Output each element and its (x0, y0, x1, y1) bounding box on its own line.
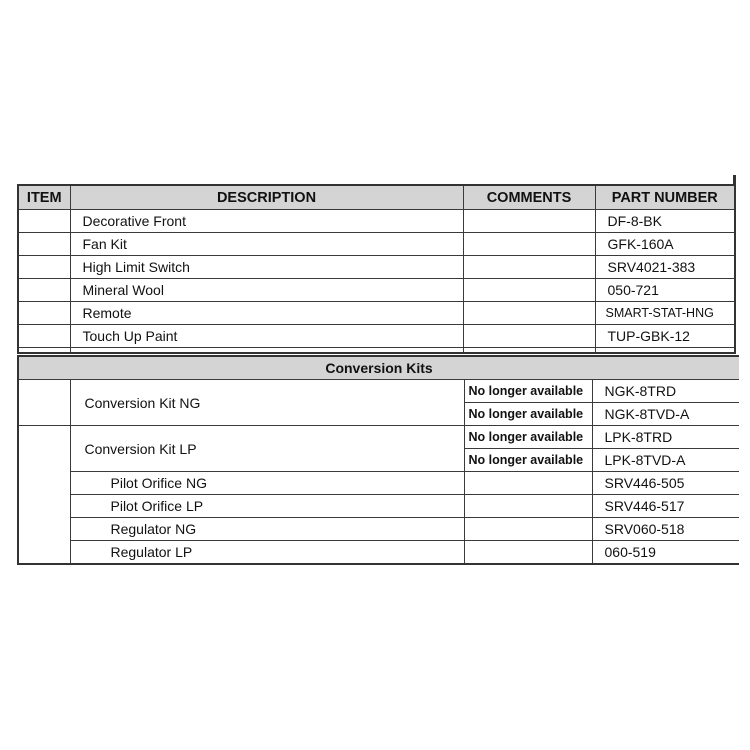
description-cell: Fan Kit (70, 233, 463, 256)
comments-cell (463, 325, 595, 348)
comments-cell (463, 348, 595, 354)
description-cell: Decorative Front (70, 210, 463, 233)
part-number-cell: DF-8-BK (595, 210, 735, 233)
comments-cell (463, 210, 595, 233)
part-number-cell: NGK-8TVD-A (592, 403, 739, 426)
table-row (18, 472, 739, 495)
table-row (18, 426, 739, 449)
comments-cell (463, 302, 595, 325)
description-cell: Touch Up Paint (70, 325, 463, 348)
parts-table (17, 184, 736, 354)
comments-cell: No longer available (464, 403, 592, 426)
item-cell (18, 256, 70, 279)
table-row (18, 495, 739, 518)
part-number-cell: 060-519 (592, 541, 739, 565)
part-number-cell: NGK-8TRD (592, 380, 739, 403)
comments-cell: No longer available (464, 449, 592, 472)
table-row (18, 279, 735, 302)
item-cell (18, 279, 70, 302)
part-number-cell: SRV060-518 (592, 518, 739, 541)
comments-cell (464, 518, 592, 541)
part-number-cell: LPK-8TVD-A (592, 449, 739, 472)
comments-cell (463, 256, 595, 279)
description-cell: Pilot Orifice LP (70, 495, 464, 518)
item-cell (18, 233, 70, 256)
part-number-cell: GFK-160A (595, 233, 735, 256)
part-number-cell: SRV446-517 (592, 495, 739, 518)
part-number-cell: TUP-GBK-12 (595, 325, 735, 348)
description-cell: Remote (70, 302, 463, 325)
spacer-row (18, 348, 735, 354)
table-row (18, 210, 735, 233)
comments-header: COMMENTS (463, 185, 595, 210)
table-row (18, 518, 739, 541)
part-number-cell: LPK-8TRD (592, 426, 739, 449)
description-cell: Regulator LP (70, 541, 464, 565)
header-row (18, 185, 735, 210)
item-cell (18, 210, 70, 233)
item-cell (18, 426, 70, 565)
comments-cell: No longer available (464, 380, 592, 403)
part-number-cell: SRV4021-383 (595, 256, 735, 279)
part-number-cell: SMART-STAT-HNG (595, 302, 735, 325)
description-cell (70, 348, 463, 354)
table-row (18, 541, 739, 565)
part-number-header: PART NUMBER (595, 185, 735, 210)
table-row (18, 325, 735, 348)
table-row (18, 380, 739, 403)
item-header: ITEM (18, 185, 70, 210)
description-cell: Regulator NG (70, 518, 464, 541)
item-cell (18, 348, 70, 354)
part-number-cell: 050-721 (595, 279, 735, 302)
part-number-cell: SRV446-505 (592, 472, 739, 495)
comments-cell (464, 541, 592, 565)
comments-cell (464, 495, 592, 518)
item-cell (18, 380, 70, 426)
description-header: DESCRIPTION (70, 185, 463, 210)
comments-cell: No longer available (464, 426, 592, 449)
part-number-cell (595, 348, 735, 354)
item-cell (18, 302, 70, 325)
table-row (18, 233, 735, 256)
description-cell: High Limit Switch (70, 256, 463, 279)
conversion-kits-title: Conversion Kits (18, 356, 739, 380)
item-cell (18, 325, 70, 348)
conversion-kits-table (17, 355, 739, 565)
description-cell: Pilot Orifice NG (70, 472, 464, 495)
table-row (18, 256, 735, 279)
description-cell: Conversion Kit LP (70, 426, 464, 472)
comments-cell (463, 279, 595, 302)
comments-cell (463, 233, 595, 256)
description-cell: Conversion Kit NG (70, 380, 464, 426)
table-row (18, 302, 735, 325)
comments-cell (464, 472, 592, 495)
description-cell: Mineral Wool (70, 279, 463, 302)
section-header-row (18, 356, 739, 380)
